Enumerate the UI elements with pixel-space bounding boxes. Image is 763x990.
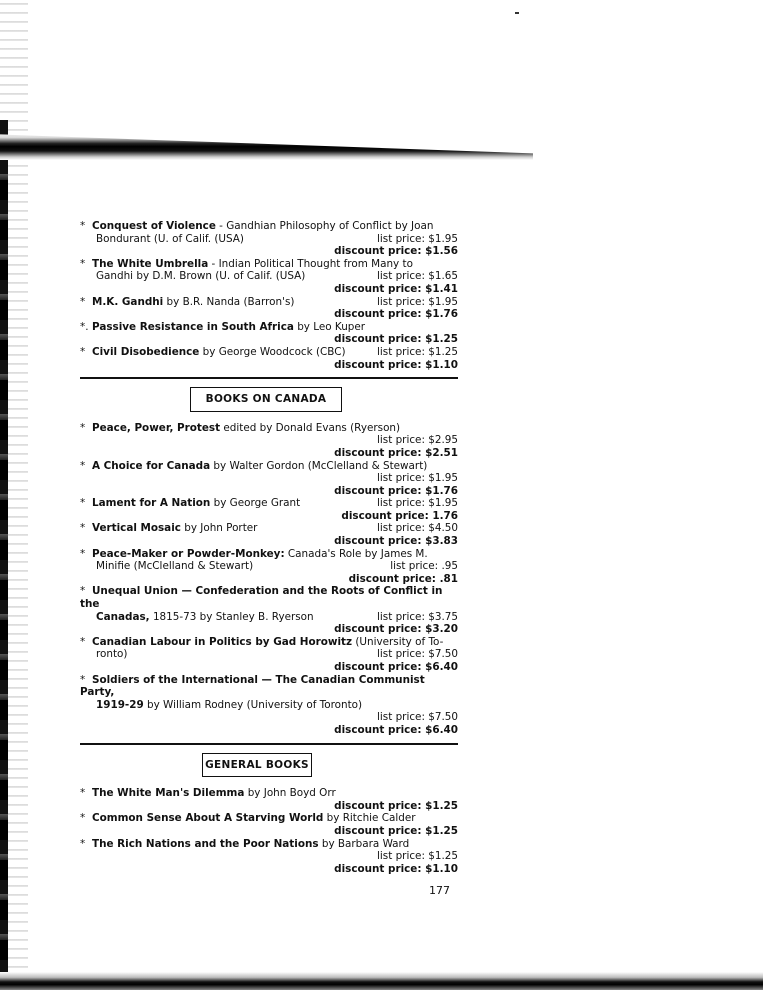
entry-line [80, 560, 458, 573]
price-label: list price: [377, 497, 429, 510]
price-value: $1.76 [425, 308, 458, 321]
price-value: $1.76 [425, 484, 458, 497]
section-gap [80, 777, 458, 787]
list-price [377, 472, 458, 485]
book-entry [80, 258, 458, 296]
book-entry [80, 522, 458, 547]
discount-price [334, 333, 458, 346]
discount-price [334, 800, 458, 813]
book-title: Lament for A Nation [92, 497, 211, 510]
book-title: Conquest of Violence [92, 220, 216, 232]
price-value: $1.56 [425, 245, 458, 258]
entry-line [80, 548, 458, 561]
entry-line [80, 245, 458, 258]
scan-top-band [0, 130, 533, 160]
entry-line [80, 674, 458, 699]
section-heading: GENERAL BOOKS [202, 753, 312, 778]
entry-line [80, 863, 458, 876]
book-entry [80, 346, 458, 371]
book-title: Peace, Power, Protest [92, 421, 221, 434]
entry-text [80, 497, 300, 510]
price-value: $7.50 [428, 711, 458, 724]
entry-line [80, 825, 458, 838]
discount-price [334, 623, 458, 636]
entry-line [80, 611, 458, 624]
entry-line [80, 661, 458, 674]
discount-price [334, 535, 458, 548]
entry-line [80, 573, 458, 586]
entry-line [80, 233, 458, 246]
book-title: Civil Disobedience [92, 345, 200, 358]
price-value: $1.25 [425, 799, 458, 812]
entry-line [80, 270, 458, 283]
entry-line [80, 485, 458, 498]
section-divider [80, 743, 458, 745]
price-label: discount price: [334, 723, 426, 736]
book-author: by William Rodney (University of Toronto) [143, 698, 363, 711]
price-value: $1.25 [428, 850, 458, 863]
book-author: ronto) [96, 648, 128, 661]
price-label: discount price: [341, 509, 433, 522]
bullet-star: * [80, 673, 86, 686]
discount-price [334, 308, 458, 321]
price-label: list price: [377, 711, 429, 724]
scan-bottom-band [0, 972, 763, 990]
price-label: list price: [377, 522, 429, 535]
book-title: Peace-Maker or Powder-Monkey: [92, 547, 285, 560]
entry-line [80, 636, 458, 649]
book-author: by Barbara Ward [318, 837, 410, 850]
discount-price [334, 724, 458, 737]
entry-text [80, 220, 433, 233]
price-value: $1.25 [425, 824, 458, 837]
entry-line [80, 497, 458, 510]
book-title: A Choice for Canada [92, 459, 211, 472]
price-value: $3.75 [428, 610, 458, 623]
book-author: 1815-73 by Stanley B. Ryerson [149, 610, 314, 623]
price-label: discount price: [334, 308, 426, 321]
bullet-star: * [80, 295, 86, 308]
entry-line [80, 359, 458, 372]
bullet-star: * [80, 812, 86, 825]
bullet-star: * [80, 787, 86, 800]
price-value: $2.51 [425, 446, 458, 459]
entry-line [80, 296, 458, 309]
book-author: by B.R. Nanda (Barron's) [163, 295, 295, 308]
price-label: discount price: [334, 446, 426, 459]
price-value: $1.41 [425, 282, 458, 295]
book-title: Vertical Mosaic [92, 522, 181, 535]
entry-line [80, 535, 458, 548]
entry-text [80, 460, 427, 473]
section-divider [80, 377, 458, 379]
price-label: discount price: [334, 282, 426, 295]
price-label: list price: [377, 610, 429, 623]
discount-price [334, 359, 458, 372]
bullet-star: * [80, 547, 86, 560]
price-value: $6.40 [425, 661, 458, 673]
discount-price [334, 283, 458, 296]
bullet-star: * [80, 459, 86, 472]
book-author: by John Boyd Orr [244, 787, 336, 800]
bullet-star: * [80, 257, 86, 270]
entry-line [80, 522, 458, 535]
list-price [377, 497, 458, 510]
price-label: list price: [377, 232, 429, 245]
entry-line [80, 460, 458, 473]
entry-line [80, 585, 458, 610]
price-value: $1.95 [428, 497, 458, 510]
price-label: discount price: [334, 245, 426, 258]
book-author: (University of To- [352, 635, 444, 648]
list-price [377, 711, 458, 724]
entry-text [80, 422, 400, 435]
entry-line [80, 220, 458, 233]
price-value: $4.50 [428, 522, 458, 535]
entry-text [80, 787, 336, 800]
book-author: by Leo Kuper [293, 320, 366, 333]
entry-text [80, 548, 428, 561]
page-number: 177 [429, 884, 450, 897]
price-label: list price: [390, 560, 442, 573]
entry-line [80, 434, 458, 447]
price-label: list price: [377, 270, 429, 283]
price-label: list price: [377, 850, 429, 863]
entry-text [96, 699, 362, 712]
entry-line [80, 812, 458, 825]
list-price [377, 850, 458, 863]
book-entry [80, 321, 458, 346]
price-value: $2.95 [428, 434, 458, 447]
list-price [377, 346, 458, 359]
book-author: by Ritchie Calder [323, 812, 416, 825]
discount-price [334, 863, 458, 876]
price-label: discount price: [334, 623, 426, 636]
list-price [377, 611, 458, 624]
bullet-star: * [80, 522, 86, 535]
book-author: - Indian Political Thought from Many to [208, 257, 413, 270]
book-entry [80, 838, 458, 876]
book-author: edited by Donald Evans (Ryerson) [220, 421, 401, 434]
discount-price [334, 447, 458, 460]
book-author: Minifie (McClelland & Stewart) [96, 560, 254, 573]
book-entry [80, 422, 458, 460]
book-title: 1919-29 [96, 698, 144, 711]
price-value: $3.20 [425, 623, 458, 636]
entry-text [80, 585, 458, 610]
book-entry [80, 460, 458, 498]
book-author: Gandhi by D.M. Brown (U. of Calif. (USA) [96, 270, 306, 283]
entry-line [80, 422, 458, 435]
discount-price [349, 573, 458, 586]
book-author: - Gandhian Philosophy of Conflict by Joan [215, 220, 434, 232]
book-list [80, 220, 458, 875]
book-author: Bondurant (U. of Calif. (USA) [96, 232, 244, 245]
entry-text [80, 838, 409, 851]
entry-text [80, 296, 294, 309]
entry-line [80, 838, 458, 851]
price-label: list price: [377, 648, 429, 661]
list-price [377, 648, 458, 661]
book-entry [80, 585, 458, 635]
price-value: 1.76 [432, 509, 458, 522]
bullet-star: * [80, 345, 86, 358]
section-gap [80, 412, 458, 422]
book-title: Canadian Labour in Politics by Gad Horowitz [92, 635, 353, 648]
bullet-star: * [80, 585, 86, 598]
book-author: by John Porter [180, 522, 258, 535]
price-label: list price: [377, 472, 429, 485]
book-entry [80, 497, 458, 522]
entry-line [80, 333, 458, 346]
entry-line [80, 711, 458, 724]
price-label: discount price: [334, 358, 426, 371]
book-entry [80, 636, 458, 674]
list-price [377, 434, 458, 447]
price-value: $1.95 [428, 232, 458, 245]
entry-text [80, 674, 458, 699]
price-label: discount price: [334, 661, 426, 673]
book-title: M.K. Gandhi [92, 295, 164, 308]
entry-line [80, 283, 458, 296]
entry-line [80, 321, 458, 334]
scan-speck [515, 12, 519, 14]
price-label: discount price: [348, 572, 440, 585]
book-entry [80, 787, 458, 812]
entry-line [80, 447, 458, 460]
entry-line [80, 510, 458, 523]
book-entry [80, 812, 458, 837]
list-price [377, 522, 458, 535]
book-entry [80, 220, 458, 258]
entry-line [80, 623, 458, 636]
discount-price [334, 245, 458, 258]
price-value: .81 [439, 572, 458, 585]
book-author: Canada's Role by James M. [284, 547, 428, 560]
entry-line [80, 850, 458, 863]
entry-text [80, 522, 257, 535]
book-title: Unequal Union — Confederation and the Roots of Conflict in the [80, 585, 443, 611]
book-title: The Rich Nations and the Poor Nations [92, 837, 319, 850]
book-title: Common Sense About A Starving World [92, 812, 324, 825]
price-value: $1.65 [428, 270, 458, 283]
book-title: The White Umbrella [92, 257, 209, 270]
bullet-star: * [80, 421, 86, 434]
price-value: $1.95 [428, 472, 458, 485]
bullet-star: * [80, 635, 86, 648]
book-title: Passive Resistance in South Africa [92, 320, 294, 333]
entry-line [80, 472, 458, 485]
list-price [377, 296, 458, 309]
entry-text [80, 346, 346, 359]
price-value: $1.25 [428, 345, 458, 358]
price-value: $6.40 [425, 723, 458, 736]
price-label: discount price: [334, 862, 426, 875]
entry-line [80, 308, 458, 321]
entry-line [80, 648, 458, 661]
entry-line [80, 724, 458, 737]
price-label: list price: [377, 295, 429, 308]
price-label: discount price: [334, 484, 426, 497]
discount-price [341, 510, 458, 523]
entry-line [80, 800, 458, 813]
entry-text [80, 321, 365, 334]
entry-text [80, 636, 443, 649]
price-value: $7.50 [428, 648, 458, 661]
book-author: by Walter Gordon (McClelland & Stewart) [210, 459, 428, 472]
price-label: discount price: [334, 333, 426, 346]
list-price [377, 233, 458, 246]
price-label: discount price: [334, 799, 426, 812]
entry-line [80, 258, 458, 271]
entry-text [96, 560, 253, 573]
price-label: list price: [377, 434, 429, 447]
discount-price [334, 661, 458, 674]
price-value: .95 [441, 560, 458, 573]
discount-price [334, 825, 458, 838]
discount-price [334, 485, 458, 498]
scan-binding-shadow [0, 120, 8, 985]
entry-text [96, 233, 244, 246]
bullet-star: * [80, 220, 86, 232]
book-title: Canadas, [96, 610, 150, 623]
entry-line [80, 787, 458, 800]
bullet-star: * [80, 837, 86, 850]
entry-text [96, 270, 305, 283]
entry-text [96, 648, 127, 661]
entry-text [96, 611, 314, 624]
book-entry [80, 296, 458, 321]
entry-line [80, 699, 458, 712]
price-value: $1.10 [425, 358, 458, 371]
price-value: $1.25 [425, 333, 458, 346]
price-value: $1.95 [428, 295, 458, 308]
entry-line [80, 346, 458, 359]
entry-text [80, 812, 416, 825]
book-title: Soldiers of the International — The Canadian Communist Party, [80, 673, 425, 699]
price-value: $3.83 [425, 535, 458, 548]
bullet-star: *. [80, 320, 89, 333]
book-title: The White Man's Dilemma [92, 787, 245, 800]
list-price [390, 560, 458, 573]
book-entry [80, 548, 458, 586]
list-price [377, 270, 458, 283]
section-heading: BOOKS ON CANADA [190, 387, 342, 412]
book-entry [80, 674, 458, 737]
bullet-star: * [80, 497, 86, 510]
price-label: list price: [377, 345, 429, 358]
price-label: discount price: [334, 535, 426, 548]
price-label: discount price: [334, 824, 426, 837]
price-value: $1.10 [425, 862, 458, 875]
book-author: by George Grant [210, 497, 301, 510]
entry-text [80, 258, 413, 271]
book-author: by George Woodcock (CBC) [199, 345, 346, 358]
